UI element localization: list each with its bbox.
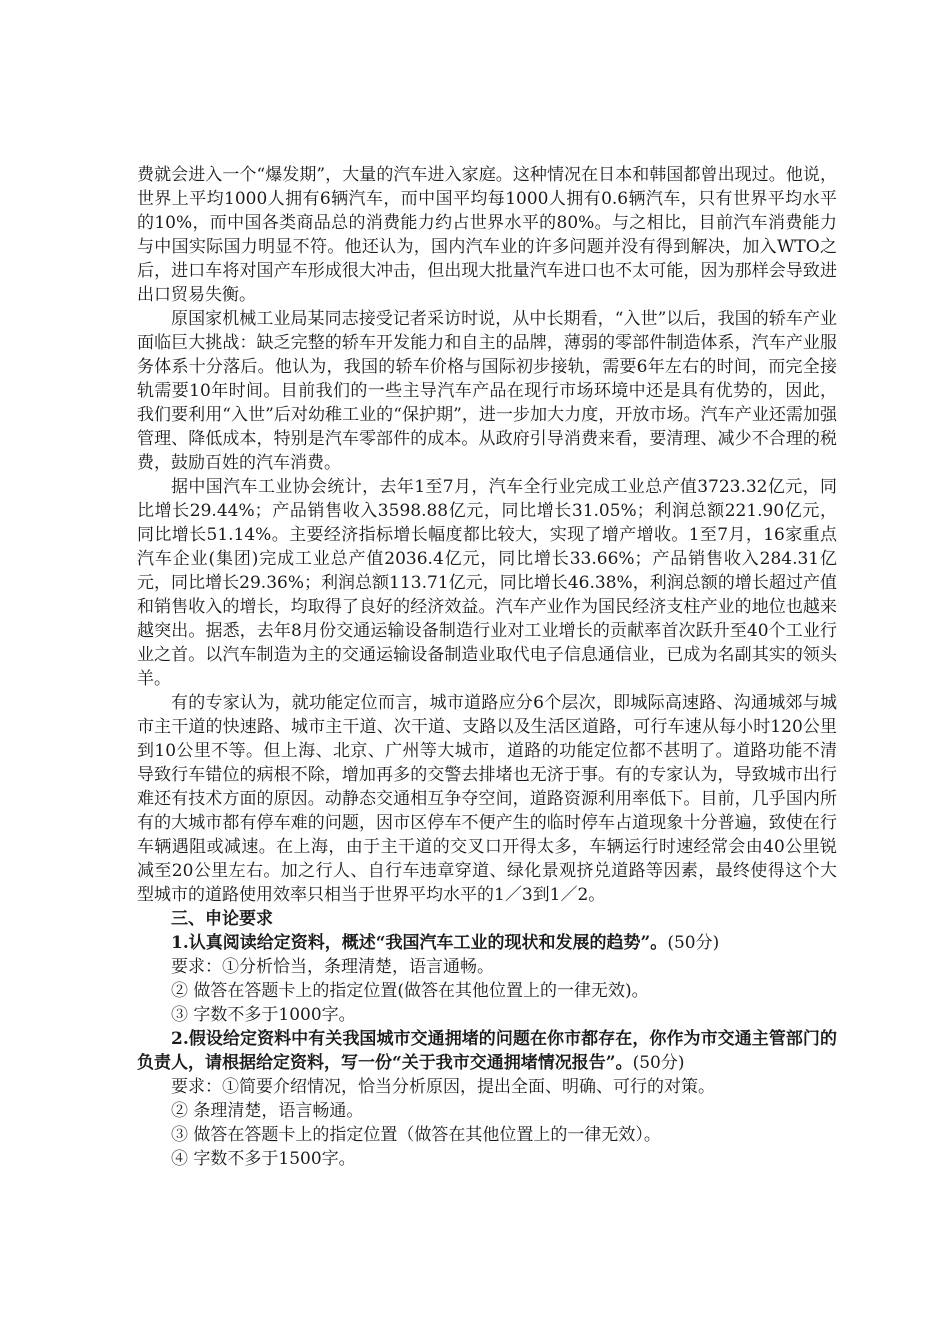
question-2-requirement-3: ③ 做答在答题卡上的指定位置（做答在其他位置上的一律无效）。 — [171, 1125, 661, 1145]
section-heading: 三、申论要求 — [171, 909, 273, 929]
paragraph-industry-statistics: 据中国汽车工业协会统计，去年1至7月，汽车全行业完成工业总产值3723.32亿元，同比增长29.44%；产品销售收入3598.88亿元，同比增长31.05%；利润总额221.90亿元，同比增长51.14%。主要经济指标增长幅度都比较大，实现了增产增收。1至7月，16家重点汽车企业(集团)完成工业总产值2036.4亿元，同比增长33.66%；产品销售收入284.31亿元，同比增长29.36%；利润总额113.71亿元，同比增长46.38%，利润总额的增长超过产值和销售收入的增长，均取得了良好的经济效益。汽车产业作为国民经济支柱产业的地位也越来越突出。据悉，去年8月份交通运输设备制造行业对工业增长的贡献率首次跃升至40个工业行业之首。以汽车制造为主的交通运输设备制造业取代电子信息通信业，已成为名副其实的领头羊。 — [137, 477, 837, 689]
question-2-requirement-1: 要求：①简要介绍情况，恰当分析原因，提出全面、明确、可行的对策。 — [171, 1077, 715, 1097]
paragraph-wto-challenge: 原国家机械工业局某同志接受记者采访时说，从中长期看，“入世”以后，我国的轿车产业面临巨大挑战：缺乏完整的轿车开发能力和自主的品牌，薄弱的零部件制造体系，汽车产业服务体系十分落后。他认为，我国的轿车价格与国际初步接轨，需要6年左右的时间，而完全接轨需要10年时间。目前我们的一些主导汽车产品在现行市场环境中还是具有优势的，因此，我们要利用“入世”后对幼稚工业的“保护期”，进一步加大力度，开放市场。汽车产业还需加强管理、降低成本，特别是汽车零部件的成本。从政府引导消费来看，要清理、减少不合理的税费，鼓励百姓的汽车消费。 — [137, 309, 837, 473]
question-2-requirement-2: ② 条理清楚，语言畅通。 — [171, 1101, 364, 1121]
question-2 — [137, 1027, 837, 1075]
paragraph-consumption-outbreak: 费就会进入一个“爆发期”，大量的汽车进入家庭。这种情况在日本和韩国都曾出现过。他说，世界上平均1000人拥有6辆汽车，而中国平均每1000人拥有0.6辆汽车，只有世界平均水平的10%，而中国各类商品总的消费能力约占世界水平的80%。与之相比，目前汽车消费能力与中国实际国力明显不符。他还认为，国内汽车业的许多问题并没有得到解决，加入WTO之后，进口车将对国产车形成很大冲击，但出现大批量汽车进口也不太可能，因为那样会导致进出口贸易失衡。 — [137, 165, 837, 305]
question-1-requirement-1: 要求：①分析恰当，条理清楚，语言通畅。 — [171, 957, 494, 977]
question-2-requirement-4: ④ 字数不多于1500字。 — [171, 1149, 356, 1169]
paragraph-urban-traffic: 有的专家认为，就功能定位而言，城市道路应分6个层次，即城际高速路、沟通城郊与城市主干道的快速路、城市主干道、次干道、支路以及生活区道路，可行车速从每小时120公里到10公里不等。但上海、北京、广州等大城市，道路的功能定位都不甚明了。道路功能不清导致行车错位的病根不除，增加再多的交警去排堵也无济于事。有的专家认为，导致城市出行难还有技术方面的原因。动静态交通相互争夺空间，道路资源利用率低下。目前，几乎国内所有的大城市都有停车难的问题，因市区停车不便产生的临时停车占道现象十分普遍，致使在行车辆遇阻或减速。在上海，由于主干道的交叉口开得太多，车辆运行时速经常会由40公里锐减至20公里左右。加之行人、自行车违章穿道、绿化景观挤兑道路等因素，最终使得这个大型城市的道路使用效率只相当于世界平均水平的1／3到1／2。 — [137, 693, 837, 905]
question-1-title: 1.认真阅读给定资料，概述“我国汽车工业的现状和发展的趋势”。 — [171, 933, 668, 953]
question-1-score: (50分) — [667, 933, 720, 953]
question-2-score: (50分) — [632, 1053, 685, 1073]
question-1-requirement-3: ③ 字数不多于1000字。 — [171, 1005, 356, 1025]
document-page — [137, 163, 837, 1171]
question-2-title: 2.假设给定资料中有关我国城市交通拥堵的问题在你市都存在，你作为市交通主管部门的负责人，请根据给定资料，写一份“关于我市交通拥堵情况报告”。 — [137, 1029, 837, 1073]
question-1-requirement-2: ② 做答在答题卡上的指定位置(做答在其他位置上的一律无效)。 — [171, 981, 649, 1001]
question-1 — [137, 931, 837, 955]
